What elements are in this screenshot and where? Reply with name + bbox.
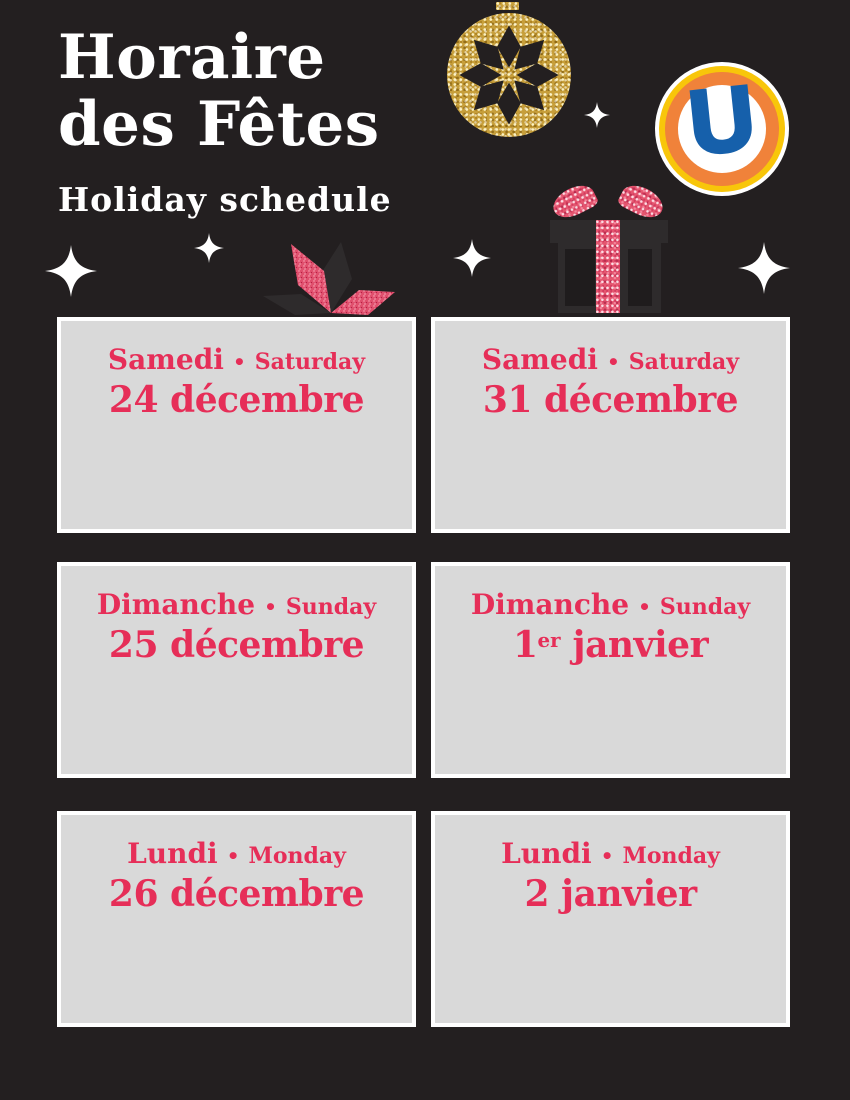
title-line-2: des Fêtes bbox=[58, 89, 380, 161]
schedule-card-jan1 bbox=[431, 562, 790, 778]
card-day-line bbox=[61, 588, 412, 621]
page-title bbox=[58, 22, 392, 161]
card-date bbox=[61, 873, 412, 915]
date-month: janvier bbox=[549, 873, 697, 915]
ornament-ball-icon bbox=[447, 2, 571, 138]
page-subtitle: Holiday schedule bbox=[58, 180, 392, 220]
date-number: 31 bbox=[482, 379, 533, 421]
day-label-en: Sunday bbox=[659, 594, 751, 620]
bullet-separator: • bbox=[606, 350, 620, 374]
date-number: 25 bbox=[108, 624, 159, 666]
bullet-separator: • bbox=[226, 844, 240, 868]
sparkle-icon bbox=[738, 242, 790, 294]
day-label-fr: Lundi bbox=[501, 837, 592, 870]
u-logo-letter: U bbox=[684, 67, 760, 175]
date-number: 26 bbox=[108, 873, 159, 915]
poinsettia-icon bbox=[253, 240, 398, 315]
gift-bow-right bbox=[616, 179, 667, 223]
date-number: 24 bbox=[108, 379, 159, 421]
card-day-line bbox=[61, 837, 412, 870]
sparkle-icon bbox=[45, 245, 97, 297]
sparkle-icon bbox=[584, 102, 610, 128]
bullet-separator: • bbox=[600, 844, 614, 868]
day-label-en: Monday bbox=[622, 843, 720, 869]
day-label-fr: Dimanche bbox=[96, 588, 256, 621]
day-label-en: Monday bbox=[248, 843, 346, 869]
card-day-line bbox=[435, 837, 786, 870]
header bbox=[58, 24, 392, 219]
bullet-separator: • bbox=[232, 350, 246, 374]
date-number: 1 bbox=[512, 624, 538, 666]
schedule-card-dec24 bbox=[57, 317, 416, 533]
ornament-cap bbox=[496, 2, 519, 10]
u-logo bbox=[655, 62, 789, 196]
card-day-line bbox=[435, 588, 786, 621]
day-label-en: Saturday bbox=[628, 349, 740, 375]
snowflake-icon bbox=[455, 21, 563, 129]
card-date bbox=[61, 624, 412, 666]
bullet-separator: • bbox=[638, 595, 651, 619]
bullet-separator: • bbox=[264, 595, 277, 619]
card-date bbox=[435, 379, 786, 421]
card-date bbox=[61, 379, 412, 421]
gift-icon bbox=[548, 186, 670, 314]
schedule-card-dec25 bbox=[57, 562, 416, 778]
day-label-en: Saturday bbox=[254, 349, 366, 375]
date-month: janvier bbox=[560, 624, 709, 666]
date-month: décembre bbox=[158, 379, 365, 421]
day-label-fr: Dimanche bbox=[470, 588, 630, 621]
gift-ribbon bbox=[596, 220, 620, 313]
date-number: 2 bbox=[524, 873, 550, 915]
day-label-fr: Samedi bbox=[107, 343, 224, 376]
card-date bbox=[435, 873, 786, 915]
card-day-line bbox=[61, 343, 412, 376]
day-label-en: Sunday bbox=[285, 594, 377, 620]
date-ordinal: er bbox=[537, 628, 561, 653]
sparkle-icon bbox=[453, 239, 491, 277]
date-month: décembre bbox=[158, 873, 365, 915]
schedule-card-dec31 bbox=[431, 317, 790, 533]
gift-panel-right bbox=[628, 249, 652, 306]
day-label-fr: Lundi bbox=[127, 837, 218, 870]
date-month: décembre bbox=[158, 624, 365, 666]
gift-bow-left bbox=[548, 179, 599, 223]
card-date bbox=[435, 624, 786, 666]
card-day-line bbox=[435, 343, 786, 376]
gift-panel-left bbox=[565, 249, 595, 306]
title-line-1: Horaire bbox=[58, 22, 326, 93]
day-label-fr: Samedi bbox=[481, 343, 598, 376]
date-month: décembre bbox=[532, 379, 739, 421]
sparkle-icon bbox=[194, 233, 224, 263]
schedule-card-jan2 bbox=[431, 811, 790, 1027]
schedule-card-dec26 bbox=[57, 811, 416, 1027]
